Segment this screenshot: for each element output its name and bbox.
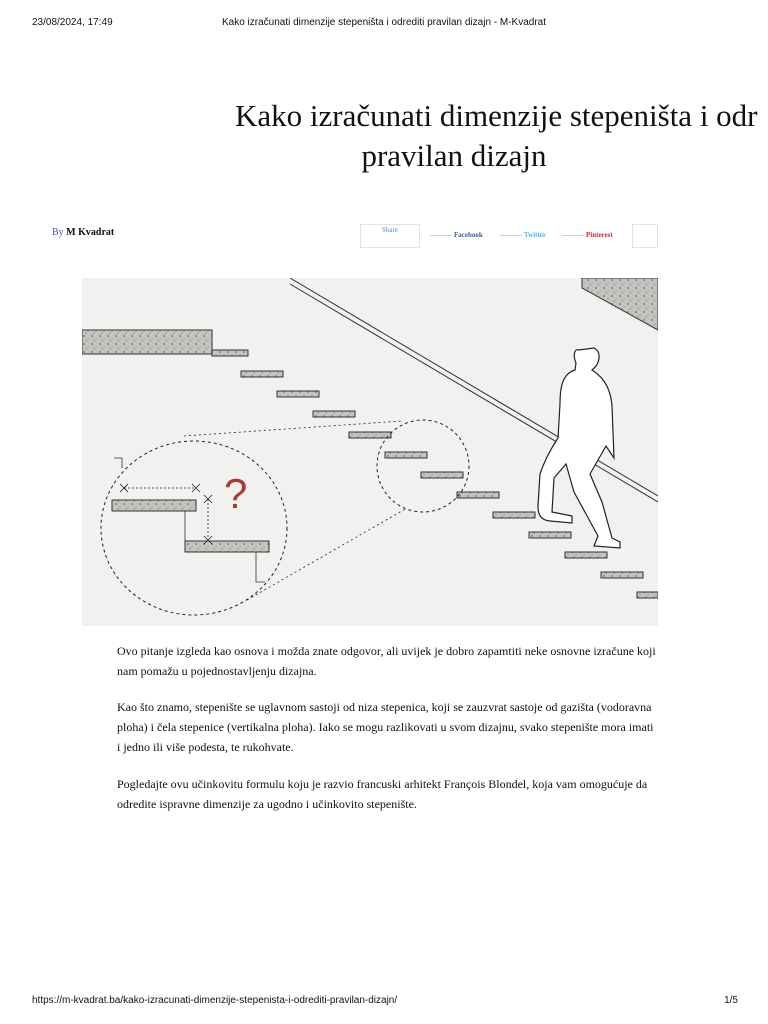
share-button[interactable] bbox=[360, 224, 420, 248]
article-title-line-2: pravilan dizajn bbox=[361, 138, 547, 173]
stair-step bbox=[212, 350, 248, 356]
stair-step bbox=[313, 411, 355, 417]
stair-step bbox=[277, 391, 319, 397]
magnified-detail bbox=[101, 441, 287, 615]
pinterest-label: Pinterest bbox=[586, 231, 613, 239]
stair-step bbox=[385, 452, 427, 458]
twitter-share-button[interactable] bbox=[500, 231, 546, 239]
magnified-step bbox=[112, 500, 196, 511]
paragraph-text: Pogledajte ovu učinkovitu formulu koju je razvio francuski arhitekt François Blondel, koja vam omogućuje da odredite ispravne dimenzije za ugodno i učinkovito stepenište. bbox=[117, 777, 648, 811]
stair-step bbox=[457, 492, 499, 498]
paragraph-text: Ovo pitanje izgleda kao osnova i možda znate odgovor, ali uvijek je dobro zapamtiti neke osnovne izračune koji nam pomažu u pojednostavljenju dizajna. bbox=[117, 644, 656, 678]
facebook-share-button[interactable] bbox=[430, 231, 483, 239]
stair-step bbox=[637, 592, 658, 598]
magnified-step bbox=[185, 541, 269, 552]
print-datetime: 23/08/2024, 17:49 bbox=[32, 17, 113, 28]
staircase-illustration bbox=[82, 278, 658, 626]
more-share-button[interactable] bbox=[632, 224, 658, 248]
stair-step bbox=[565, 552, 607, 558]
stair-step bbox=[421, 472, 463, 478]
article-title-line-1: Kako izračunati dimenzije stepeništa i odr bbox=[235, 98, 758, 133]
staircase-drawing bbox=[82, 278, 658, 626]
share-bar bbox=[360, 224, 658, 248]
print-page-title: Kako izračunati dimenzije stepeništa i odrediti pravilan dizajn - M-Kvadrat bbox=[221, 17, 547, 28]
paragraph-text: Kao što znamo, stepenište se uglavnom sastoji od niza stepenica, koji se zauzvrat sastoje od gazišta (vodoravna ploha) i čela stepenice (vertikalna ploha). Iako se mogu razlikovati u svom dizajnu, svako stepenište mora imati i jedno ili više podesta, te rukohvate. bbox=[117, 700, 654, 754]
paragraph-1 bbox=[117, 641, 657, 681]
paragraph-3 bbox=[117, 774, 657, 814]
author-link[interactable]: M Kvadrat bbox=[66, 227, 115, 238]
byline-prefix: By bbox=[52, 227, 64, 238]
landing-slab bbox=[82, 330, 212, 354]
share-label: Share bbox=[382, 226, 398, 234]
divider bbox=[430, 235, 452, 236]
stair-step bbox=[529, 532, 571, 538]
print-url: https://m-kvadrat.ba/kako-izracunati-dimenzije-stepenista-i-odrediti-pravilan-dizajn/ bbox=[32, 995, 398, 1006]
paragraph-2 bbox=[117, 697, 657, 757]
question-mark: ? bbox=[224, 470, 248, 517]
stair-step bbox=[601, 572, 643, 578]
divider bbox=[500, 235, 522, 236]
divider bbox=[562, 235, 584, 236]
pinterest-share-button[interactable] bbox=[562, 231, 613, 239]
byline bbox=[52, 227, 114, 238]
page-number: 1/5 bbox=[724, 995, 738, 1006]
article-title bbox=[140, 96, 768, 176]
stair-step bbox=[241, 371, 283, 377]
twitter-label: Twitter bbox=[524, 231, 547, 239]
facebook-label: Facebook bbox=[454, 231, 483, 239]
stair-step bbox=[349, 432, 391, 438]
stair-step bbox=[493, 512, 535, 518]
